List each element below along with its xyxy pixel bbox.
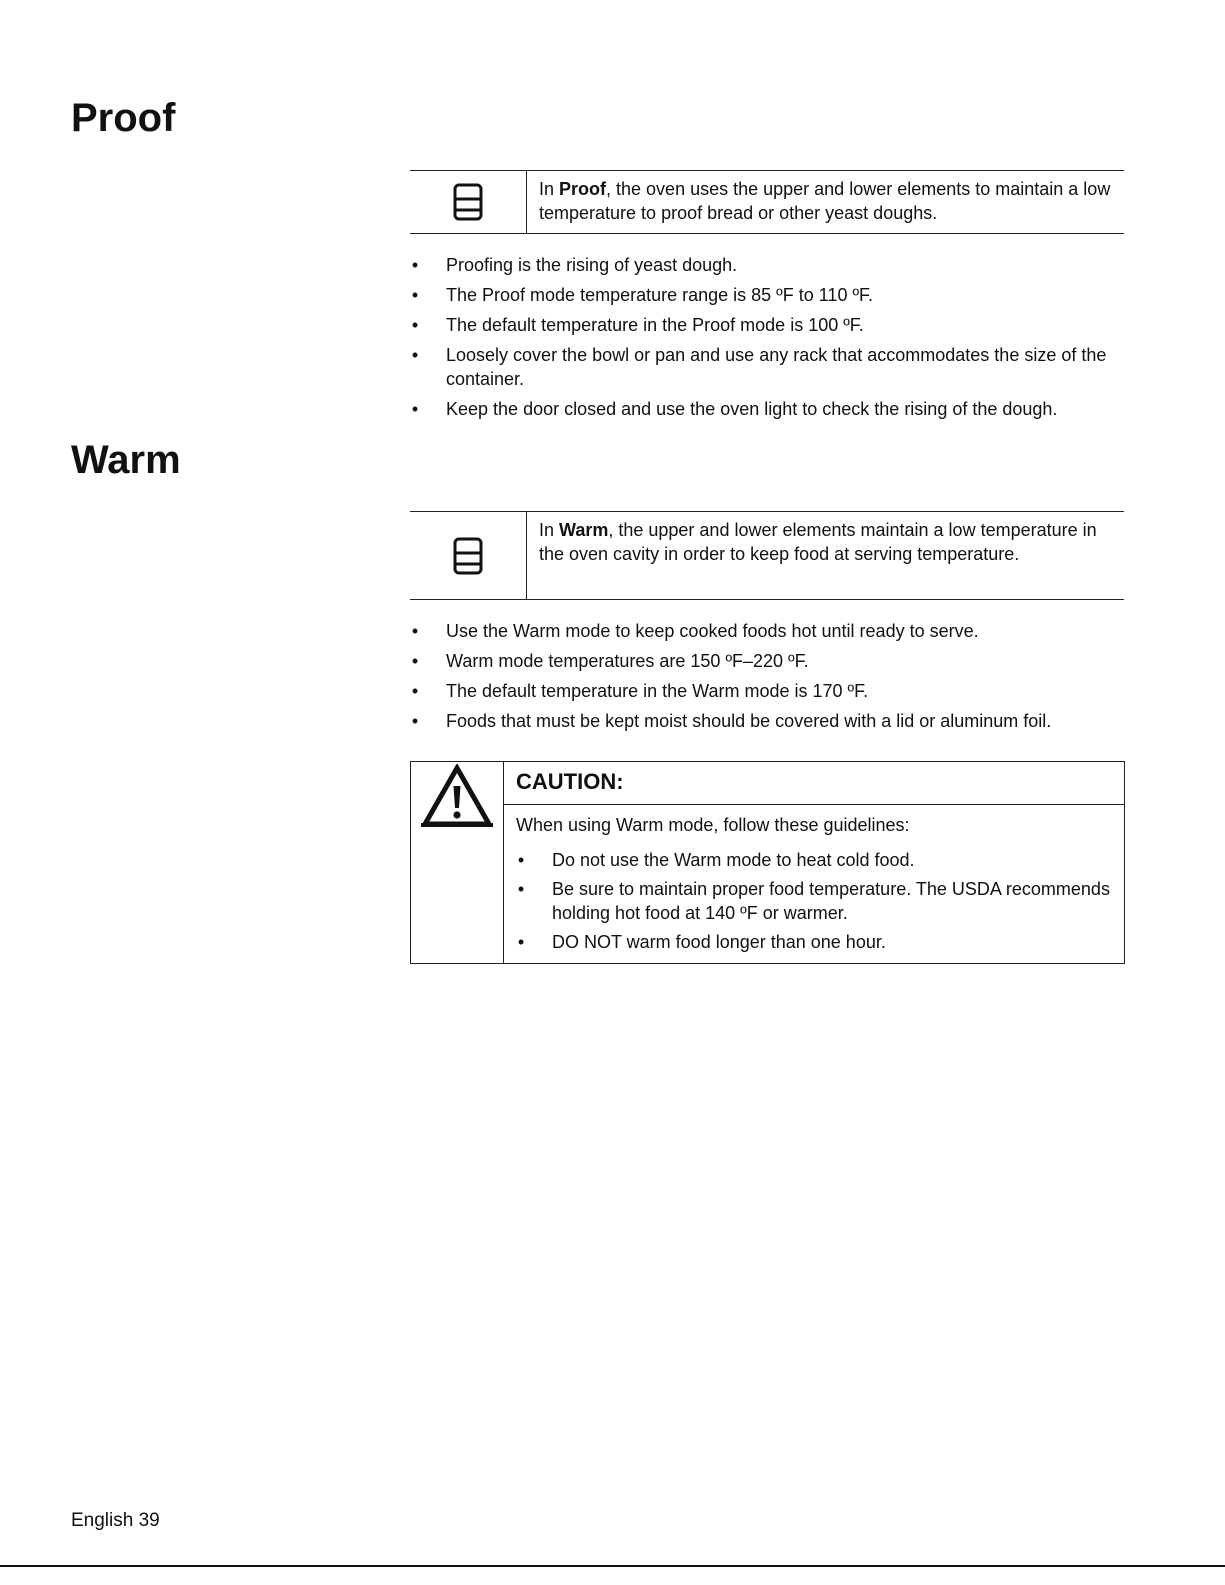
- proof-bullet-list: [410, 253, 1150, 427]
- page-footer: English 39: [71, 1510, 160, 1531]
- proof-icon-cell: [410, 171, 527, 233]
- warning-triangle-icon: [421, 764, 493, 828]
- list-item: • Be sure to maintain proper food temperature. The USDA recommends holding hot food at 140 ºF or warmer.: [517, 879, 1110, 923]
- caution-icon-cell: [411, 762, 504, 963]
- caution-heading: CAUTION:: [504, 762, 1124, 805]
- warm-mode-name: Warm: [559, 520, 609, 540]
- list-item: • The default temperature in the Proof mode is 100 ºF.: [411, 315, 864, 335]
- list-item: • Use the Warm mode to keep cooked foods hot until ready to serve.: [411, 621, 979, 641]
- list-item: • Foods that must be kept moist should be covered with a lid or aluminum foil.: [411, 711, 1052, 731]
- list-item: • Warm mode temperatures are 150 ºF–220 ºF.: [411, 651, 809, 671]
- list-item: • DO NOT warm food longer than one hour.: [517, 932, 886, 952]
- list-item: • Keep the door closed and use the oven light to check the rising of the dough.: [411, 399, 1058, 419]
- list-item: • Loosely cover the bowl or pan and use any rack that accommodates the size of the container.: [411, 345, 1107, 389]
- proof-mode-box: [410, 170, 1124, 234]
- caution-body: [504, 762, 1124, 963]
- list-item: • The Proof mode temperature range is 85 ºF to 110 ºF.: [411, 285, 874, 305]
- caution-bullet-list: [504, 843, 1124, 954]
- oven-mode-icon: [453, 182, 483, 222]
- proof-description: In Proof, the oven uses the upper and lower elements to maintain a low temperature to proof bread or other yeast doughs.: [539, 179, 1111, 223]
- list-item: • Proofing is the rising of yeast dough.: [411, 255, 738, 275]
- warm-mode-box: [410, 511, 1124, 600]
- list-item: • The default temperature in the Warm mode is 170 ºF.: [411, 681, 869, 701]
- proof-section-title: Proof: [71, 96, 176, 140]
- caution-intro: When using Warm mode, follow these guidelines:: [516, 815, 910, 835]
- bottom-divider: [0, 1565, 1225, 1567]
- warm-bullet-list: [410, 619, 1150, 739]
- warm-description: In Warm, the upper and lower elements maintain a low temperature in the oven cavity in order to keep food at serving temperature.: [539, 520, 1097, 564]
- proof-mode-name: Proof: [559, 179, 607, 199]
- oven-mode-icon: [453, 536, 483, 576]
- warm-section-title: Warm: [71, 438, 181, 482]
- warm-icon-cell: [410, 512, 527, 599]
- caution-box: [410, 761, 1125, 964]
- list-item: • Do not use the Warm mode to heat cold food.: [517, 850, 915, 870]
